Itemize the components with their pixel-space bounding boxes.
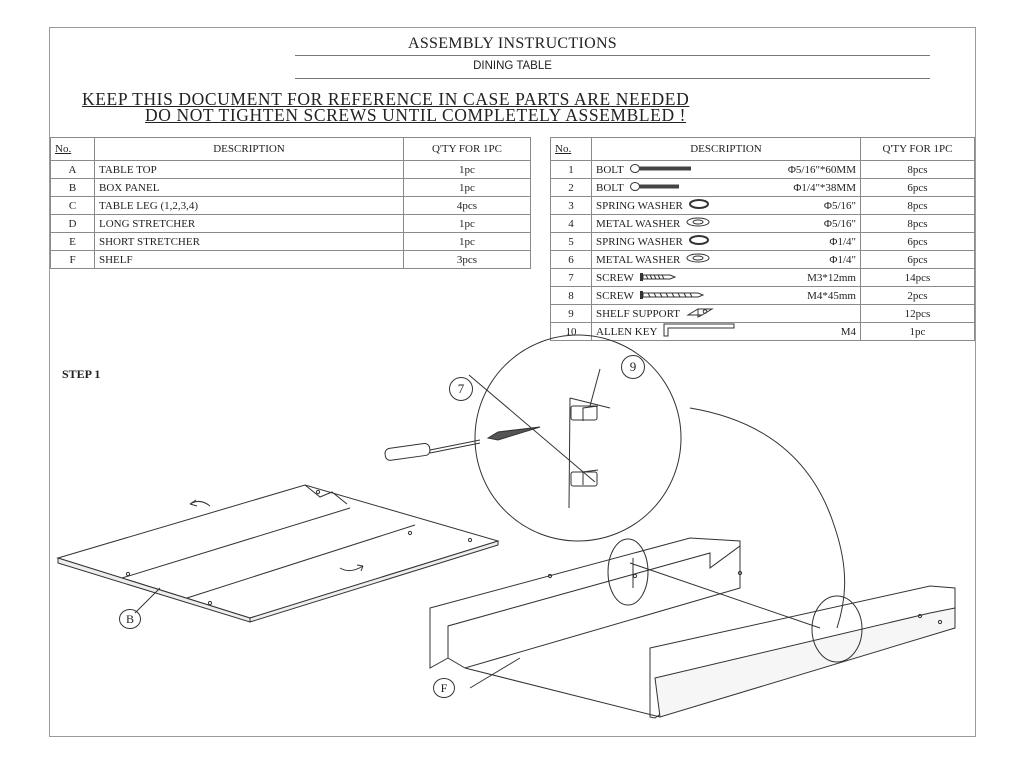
hardware-qty: 14pcs (861, 269, 975, 287)
hardware-size: Φ1/4"*38MM (793, 181, 856, 194)
callout-b: B (119, 609, 141, 629)
hardware-desc: SPRING WASHER (596, 199, 683, 212)
parts-col-no: No. (51, 138, 95, 161)
hardware-qty: 8pcs (861, 161, 975, 179)
hardware-no: 4 (551, 215, 592, 233)
hardware-no: 2 (551, 179, 592, 197)
part-no: E (51, 233, 95, 251)
parts-col-qty: Q'TY FOR 1PC (404, 138, 531, 161)
instruction-sheet (49, 27, 976, 737)
hardware-col-qty: Q'TY FOR 1PC (861, 138, 975, 161)
hardware-qty: 6pcs (861, 233, 975, 251)
hardware-qty: 8pcs (861, 215, 975, 233)
hardware-no: 7 (551, 269, 592, 287)
part-desc: TABLE LEG (1,2,3,4) (95, 197, 404, 215)
hardware-desc: SCREW (596, 289, 634, 302)
hardware-desc: SHELF SUPPORT (596, 307, 681, 320)
part-qty: 1pc (404, 215, 531, 233)
hardware-no: 5 (551, 233, 592, 251)
shelf-frame-drawing (430, 538, 955, 718)
hardware-size: M3*12mm (807, 271, 856, 284)
hardware-desc: ALLEN KEY (596, 325, 658, 338)
hardware-no: 10 (551, 323, 592, 341)
callout-7: 7 (449, 377, 473, 401)
box-panel-drawing (58, 485, 498, 622)
part-qty: 3pcs (404, 251, 531, 269)
part-qty: 1pc (404, 179, 531, 197)
part-desc: SHELF (95, 251, 404, 269)
hardware-size: M4 (840, 325, 856, 338)
hardware-no: 3 (551, 197, 592, 215)
hardware-desc: SCREW (596, 271, 634, 284)
part-no: D (51, 215, 95, 233)
hardware-size: Φ1/4" (829, 253, 856, 266)
part-qty: 1pc (404, 161, 531, 179)
hardware-desc: SPRING WASHER (596, 235, 683, 248)
callout-f: F (433, 678, 455, 698)
hardware-size: Φ5/16" (823, 217, 856, 230)
hardware-qty: 8pcs (861, 197, 975, 215)
assembly-drawing (50, 28, 975, 736)
step-label: STEP 1 (62, 367, 101, 381)
hardware-no: 1 (551, 161, 592, 179)
part-desc: BOX PANEL (95, 179, 404, 197)
part-desc: SHORT STRETCHER (95, 233, 404, 251)
hardware-desc: METAL WASHER (596, 253, 681, 266)
hardware-col-no: No. (551, 138, 592, 161)
hardware-no: 6 (551, 251, 592, 269)
document-title: ASSEMBLY INSTRUCTIONS (407, 35, 618, 52)
part-no: F (51, 251, 95, 269)
hardware-qty: 2pcs (861, 287, 975, 305)
hardware-no: 8 (551, 287, 592, 305)
hardware-col-desc: DESCRIPTION (592, 138, 861, 161)
hardware-desc: BOLT (596, 181, 624, 194)
hardware-no: 9 (551, 305, 592, 323)
part-desc: LONG STRETCHER (95, 215, 404, 233)
part-no: A (51, 161, 95, 179)
parts-col-desc: DESCRIPTION (95, 138, 404, 161)
callout-9: 9 (621, 355, 645, 379)
hardware-qty: 6pcs (861, 251, 975, 269)
part-qty: 1pc (404, 233, 531, 251)
hardware-size: Φ5/16" (823, 199, 856, 212)
document-subtitle: DINING TABLE (473, 60, 552, 72)
hardware-desc: BOLT (596, 163, 624, 176)
hardware-size: Φ1/4" (829, 235, 856, 248)
hardware-qty: 6pcs (861, 179, 975, 197)
part-no: C (51, 197, 95, 215)
warning-line-1: KEEP THIS DOCUMENT FOR REFERENCE IN CASE PARTS ARE NEEDED (82, 89, 690, 109)
hardware-desc: METAL WASHER (596, 217, 681, 230)
part-no: B (51, 179, 95, 197)
part-qty: 4pcs (404, 197, 531, 215)
hardware-size: Φ5/16"*60MM (787, 163, 856, 176)
warning-line-2: DO NOT TIGHTEN SCREWS UNTIL COMPLETELY ASSEMBLED ! (145, 105, 687, 125)
hardware-qty: 1pc (861, 323, 975, 341)
hardware-size: M4*45mm (807, 289, 856, 302)
hardware-qty: 12pcs (861, 305, 975, 323)
part-desc: TABLE TOP (95, 161, 404, 179)
